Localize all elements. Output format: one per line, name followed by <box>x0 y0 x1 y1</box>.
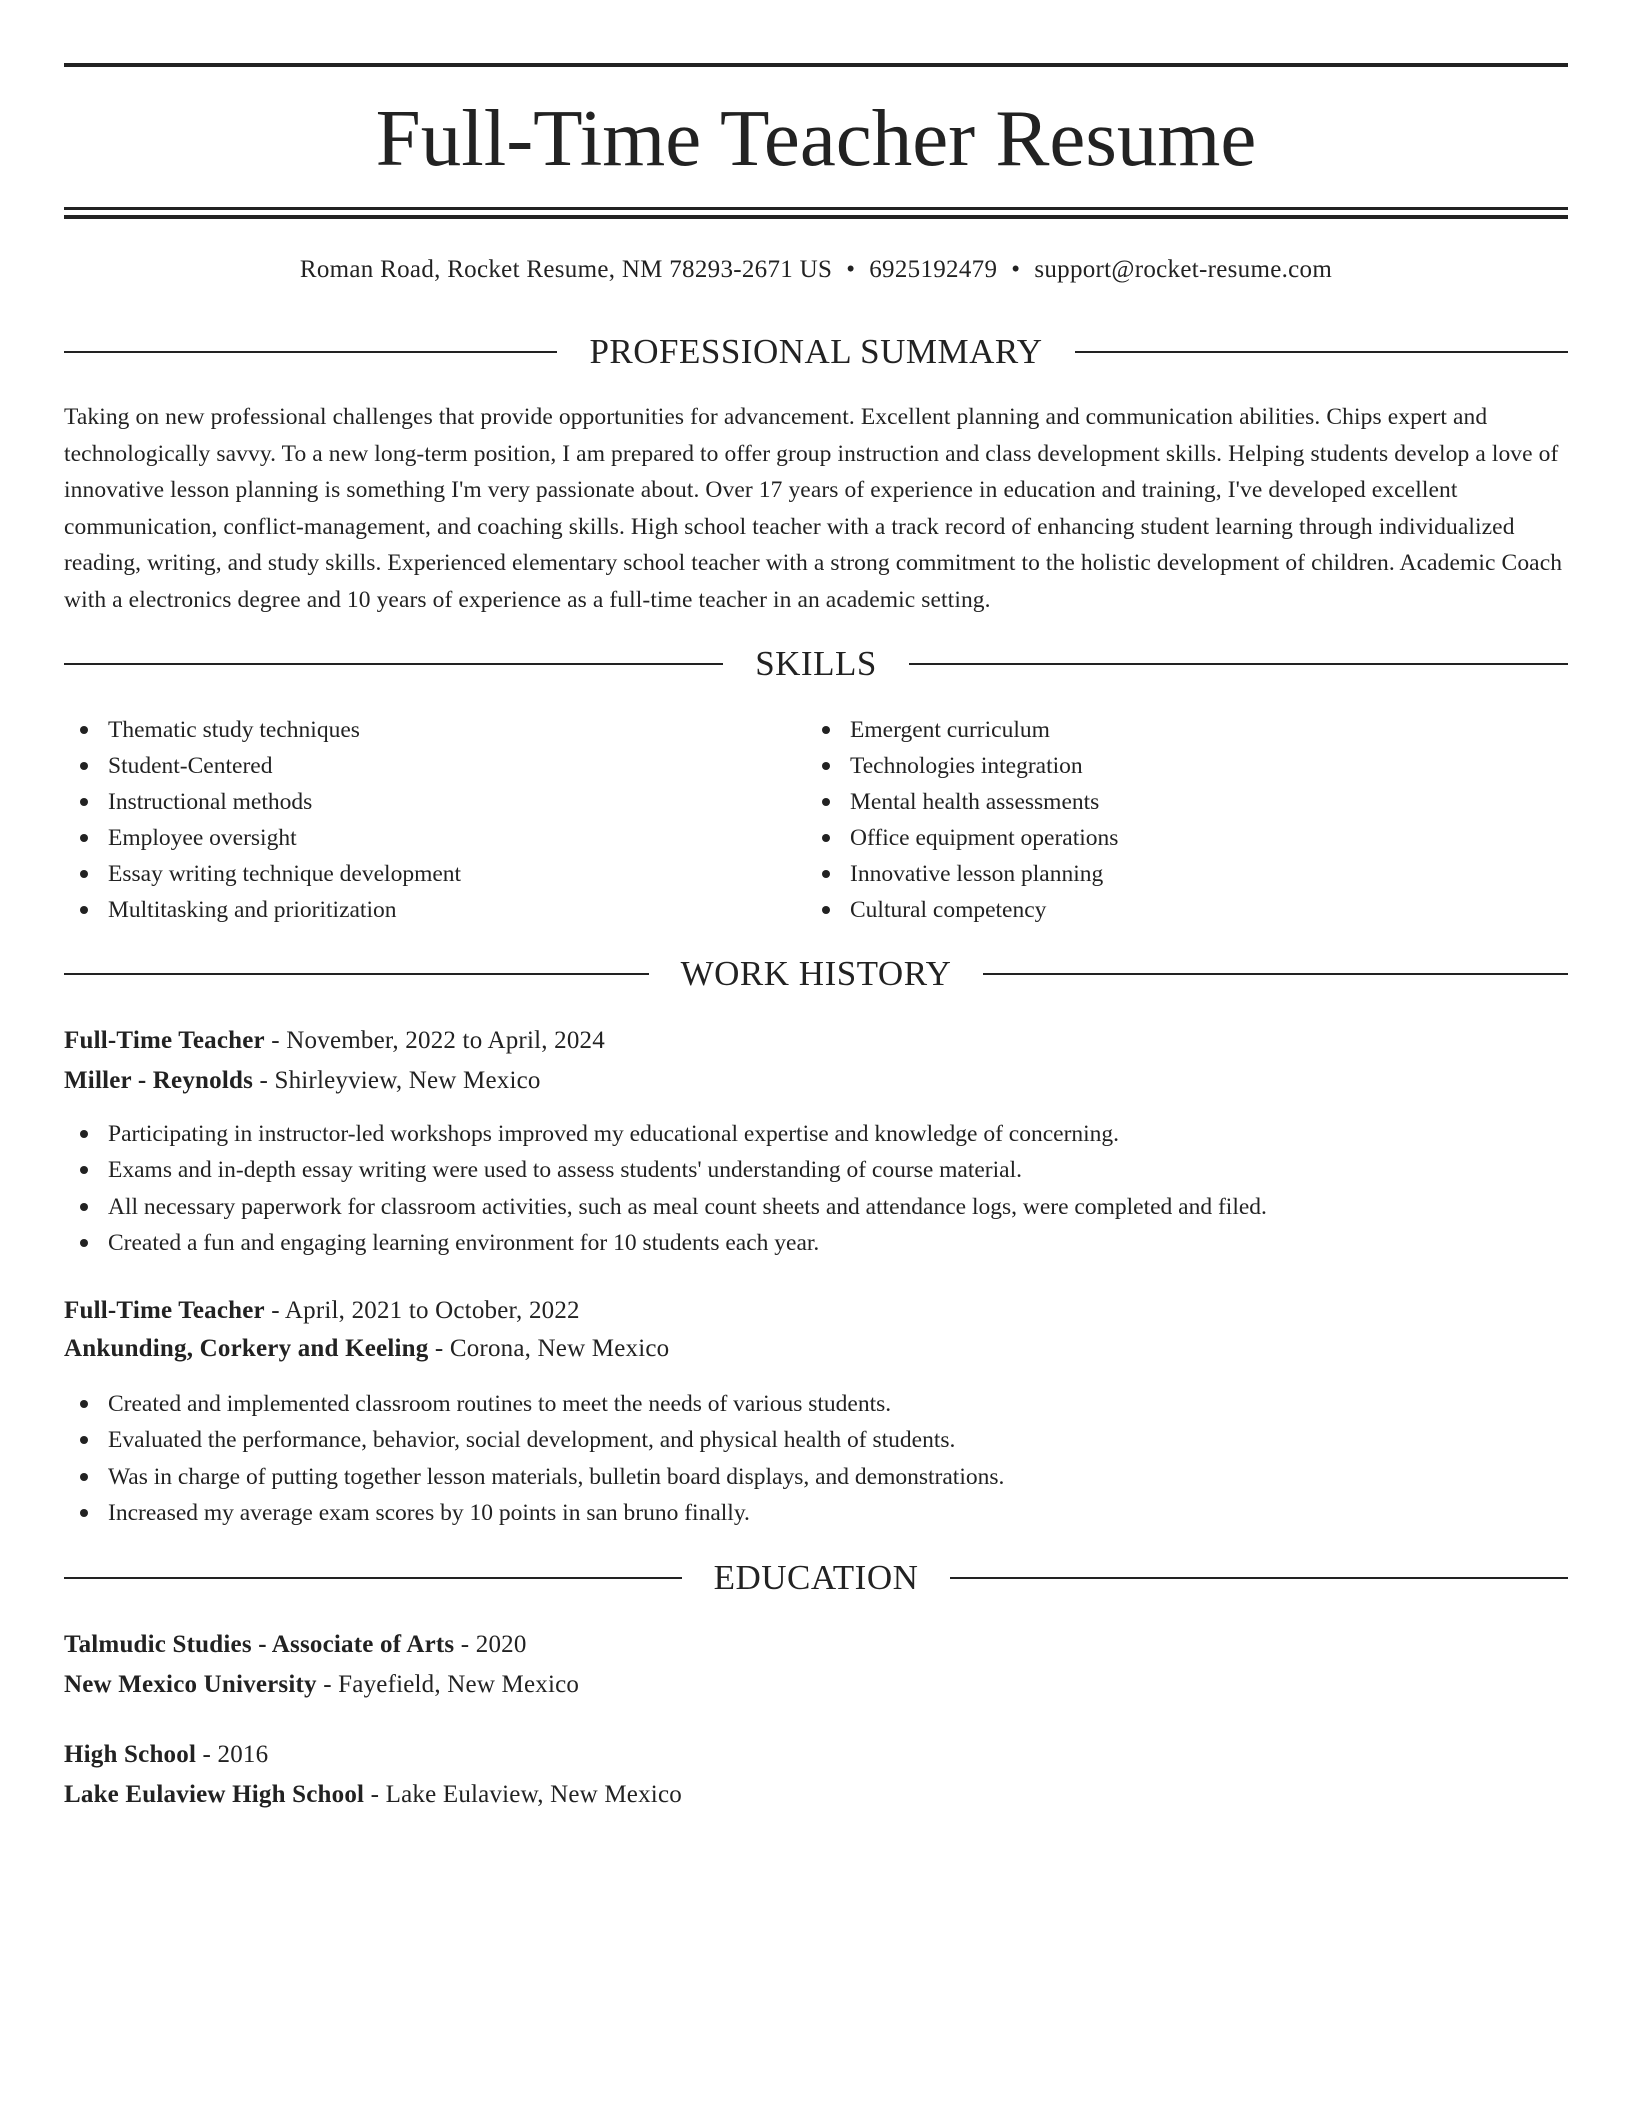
job-duty-item: Evaluated the performance, behavior, social development, and physical health of students. <box>64 1422 1568 1458</box>
divider-line <box>64 1577 682 1579</box>
education-location: - Fayefield, New Mexico <box>316 1671 580 1698</box>
section-header-skills <box>64 642 1568 686</box>
job-duties-list <box>64 1116 1568 1261</box>
job-dates: - April, 2021 to October, 2022 <box>264 1297 580 1324</box>
job-title-line <box>64 1293 580 1329</box>
title-rule <box>64 215 1568 219</box>
skill-item: Instructional methods <box>64 784 764 820</box>
section-header-education <box>64 1556 1568 1600</box>
education-degree-line <box>64 1627 527 1663</box>
job-duty-item: All necessary paperwork for classroom activities, such as meal count sheets and attendance logs, were completed and filed. <box>64 1189 1568 1225</box>
job-duties-list <box>64 1386 1568 1531</box>
section-title: WORK HISTORY <box>680 954 952 993</box>
skill-item: Emergent curriculum <box>806 712 1506 748</box>
divider-line <box>1075 351 1568 353</box>
job-employer-line <box>64 1063 541 1099</box>
section-title: PROFESSIONAL SUMMARY <box>589 332 1043 371</box>
education-degree: High School <box>64 1741 197 1768</box>
resume-title: Full-Time Teacher Resume <box>375 93 1257 183</box>
job-employer: Ankunding, Corkery and Keeling <box>64 1335 429 1362</box>
section-header-work-history <box>64 952 1568 996</box>
divider-line <box>64 351 557 353</box>
education-degree-line <box>64 1737 268 1773</box>
education-year: - 2016 <box>196 1741 269 1768</box>
education-school-line <box>64 1667 579 1703</box>
education-school: New Mexico University <box>64 1671 317 1698</box>
education-school: Lake Eulaview High School <box>64 1781 365 1808</box>
skill-item: Thematic study techniques <box>64 712 764 748</box>
education-location: - Lake Eulaview, New Mexico <box>364 1781 682 1808</box>
contact-separator: • <box>846 256 856 283</box>
summary-text: Taking on new professional challenges that provide opportunities for advancement. Excellent planning and communication abilities. Chips expert and technologically savvy. To a new long-term position, I am prepared to offer group instruction and class development skills. Helping students develop a love of innovative lesson planning is something I'm very passionate about. Over 17 years of experience in education and training, I've developed excellent communication, conflict-management, and coaching skills. High school teacher with a track record of enhancing student learning through individualized reading, writing, and study skills. Experienced elementary school teacher with a strong commitment to the holistic development of children. Academic Coach with a electronics degree and 10 years of experience as a full-time teacher in an academic setting. <box>64 404 1563 613</box>
section-title: SKILLS <box>755 644 877 683</box>
job-duty-item: Increased my average exam scores by 10 points in san bruno finally. <box>64 1495 1568 1531</box>
divider-line <box>983 973 1568 975</box>
job-location: - Shirleyview, New Mexico <box>253 1067 541 1094</box>
skill-item: Employee oversight <box>64 820 764 856</box>
title-rule <box>64 207 1568 210</box>
education-school-line <box>64 1777 682 1813</box>
contact-phone: 6925192479 <box>869 256 998 283</box>
skill-item: Cultural competency <box>806 892 1506 928</box>
job-employer: Miller - Reynolds <box>64 1067 254 1094</box>
job-dates: - November, 2022 to April, 2024 <box>264 1027 605 1054</box>
education-degree: Talmudic Studies - Associate of Arts <box>64 1631 455 1658</box>
divider-line <box>64 973 649 975</box>
contact-email[interactable]: support@rocket-resume.com <box>1034 256 1333 283</box>
job-duty-item: Created a fun and engaging learning environment for 10 students each year. <box>64 1225 1568 1261</box>
top-rule <box>64 63 1568 67</box>
contact-separator: • <box>1011 256 1021 283</box>
skill-item: Office equipment operations <box>806 820 1506 856</box>
contact-line <box>64 252 1568 288</box>
job-duty-item: Participating in instructor-led workshops improved my educational expertise and knowledge of concerning. <box>64 1116 1568 1152</box>
skill-item: Student-Centered <box>64 748 764 784</box>
divider-line <box>64 663 723 665</box>
job-duty-item: Exams and in-depth essay writing were used to assess students' understanding of course material. <box>64 1152 1568 1188</box>
job-duty-item: Created and implemented classroom routines to meet the needs of various students. <box>64 1386 1568 1422</box>
job-title: Full-Time Teacher <box>64 1297 265 1324</box>
divider-line <box>909 663 1568 665</box>
skill-item: Innovative lesson planning <box>806 856 1506 892</box>
job-employer-line <box>64 1331 669 1367</box>
section-title: EDUCATION <box>713 1558 919 1597</box>
job-location: - Corona, New Mexico <box>428 1335 670 1362</box>
job-title: Full-Time Teacher <box>64 1027 265 1054</box>
skills-list-left <box>64 712 764 928</box>
job-duty-item: Was in charge of putting together lesson materials, bulletin board displays, and demonstrations. <box>64 1459 1568 1495</box>
skill-item: Multitasking and prioritization <box>64 892 764 928</box>
education-year: - 2020 <box>454 1631 527 1658</box>
section-header-summary <box>64 330 1568 374</box>
skill-item: Technologies integration <box>806 748 1506 784</box>
skill-item: Essay writing technique development <box>64 856 764 892</box>
skills-list-right <box>806 712 1506 928</box>
skill-item: Mental health assessments <box>806 784 1506 820</box>
job-title-line <box>64 1023 605 1059</box>
contact-address: Roman Road, Rocket Resume, NM 78293-2671 US <box>299 256 833 283</box>
divider-line <box>950 1577 1568 1579</box>
